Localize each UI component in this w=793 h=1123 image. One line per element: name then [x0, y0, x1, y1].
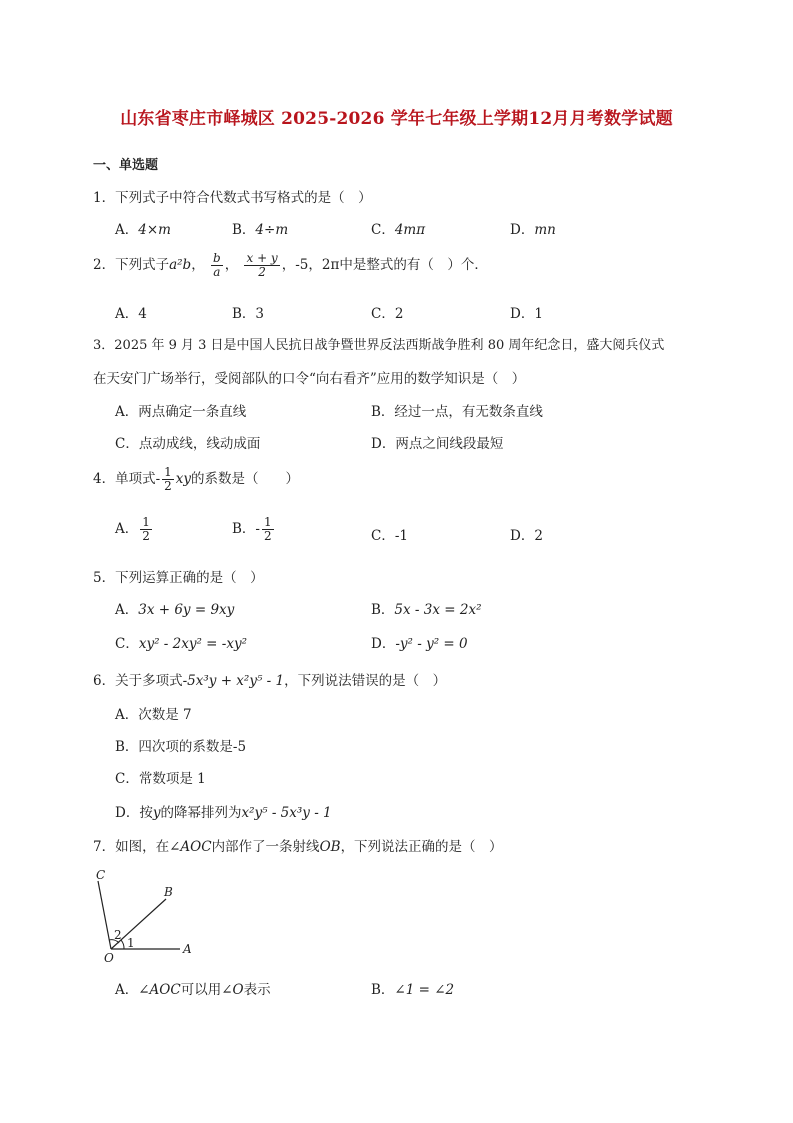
question-5-option-b: B．5x - 3x = 2x²	[371, 602, 482, 618]
question-6-option-b: B．四次项的系数是-5	[115, 739, 247, 755]
question-6-option-d: D．按y的降幂排列为x²y⁵ - 5x³y - 1	[115, 805, 332, 821]
question-2-option-a: A．4	[115, 306, 147, 322]
question-5-option-a: A．3x + 6y = 9xy	[115, 602, 235, 618]
question-1-stem: 1．下列式子中符合代数式书写格式的是（ ）	[93, 190, 372, 206]
section-heading: 一、单选题	[93, 158, 159, 173]
question-2-option-b: B．3	[232, 306, 265, 322]
question-1-option-c: C．4mπ	[371, 222, 426, 238]
question-6-option-a: A．次数是 7	[115, 707, 192, 723]
question-1-option-d: D．mn	[510, 222, 556, 238]
label-b: B	[164, 885, 173, 899]
question-1-option-a: A．4×m	[115, 222, 171, 238]
fraction-one-half: $\frac{1}{2}$	[164, 465, 172, 494]
angle-diagram	[88, 865, 208, 965]
question-5-option-d: D．-y² - y² = 0	[371, 636, 468, 652]
question-5-stem: 5．下列运算正确的是（ ）	[93, 570, 264, 586]
question-3-stem-line-2: 在天安门广场举行，受阅部队的口令“向右看齐”应用的数学知识是（ ）	[93, 371, 526, 387]
question-2-option-c: C．2	[371, 306, 404, 322]
question-6-stem: 6．关于多项式-5x³y + x²y⁵ - 1，下列说法错误的是（ ）	[93, 673, 447, 689]
question-4-option-c: C．-1	[371, 528, 408, 544]
label-c: C	[96, 868, 106, 882]
label-angle-2: 2	[114, 928, 122, 942]
label-angle-1: 1	[127, 936, 135, 950]
question-3-stem-line-1: 3．2025 年 9 月 3 日是中国人民抗日战争暨世界反法西斯战争胜利 80 周年纪念日，盛大阅兵仪式	[93, 338, 665, 353]
question-4-option-d: D．2	[510, 528, 543, 544]
question-7-stem: 7．如图，在∠AOC内部作了一条射线OB，下列说法正确的是（ ）	[93, 839, 503, 855]
label-o: O	[104, 951, 114, 965]
fraction-x-plus-y-over-2: $\frac{x + y}{2}$	[246, 251, 278, 280]
question-1-option-b: B．4÷m	[232, 222, 289, 238]
label-a: A	[183, 942, 192, 956]
question-2-option-d: D．1	[510, 306, 543, 322]
question-4-option-a: A． $\frac{1}{2}$	[115, 515, 150, 544]
question-3-option-a: A．两点确定一条直线	[115, 404, 247, 420]
question-5-option-c: C．xy² - 2xy² = -xy²	[115, 636, 247, 652]
question-3-option-b: B．经过一点，有无数条直线	[371, 404, 543, 420]
question-2-stem: 2．下列式子a²b， $\frac{b}{a}$ ， $\frac{x + y}{2}$ ，-5，2π中是整式的有（ ）个．	[93, 251, 488, 280]
question-3-option-d: D．两点之间线段最短	[371, 436, 504, 452]
angle-figure	[88, 865, 208, 969]
page-title: 山东省枣庄市峄城区 2025-2026 学年七年级上学期12月月考数学试题	[120, 109, 673, 129]
fraction-b-over-a: $\frac{b}{a}$	[213, 251, 221, 280]
question-7-option-b: B．∠1 = ∠2	[371, 982, 455, 998]
question-7-option-a: A．∠AOC可以用∠O表示	[115, 982, 271, 998]
question-4-option-b: B．- $\frac{1}{2}$	[232, 515, 272, 544]
question-4-stem: 4．单项式- $\frac{1}{2}$ xy的系数是（ ）	[93, 465, 300, 494]
question-3-option-c: C．点动成线，线动成面	[115, 436, 261, 452]
question-6-option-c: C．常数项是 1	[115, 771, 206, 787]
ray-oc	[98, 881, 111, 949]
